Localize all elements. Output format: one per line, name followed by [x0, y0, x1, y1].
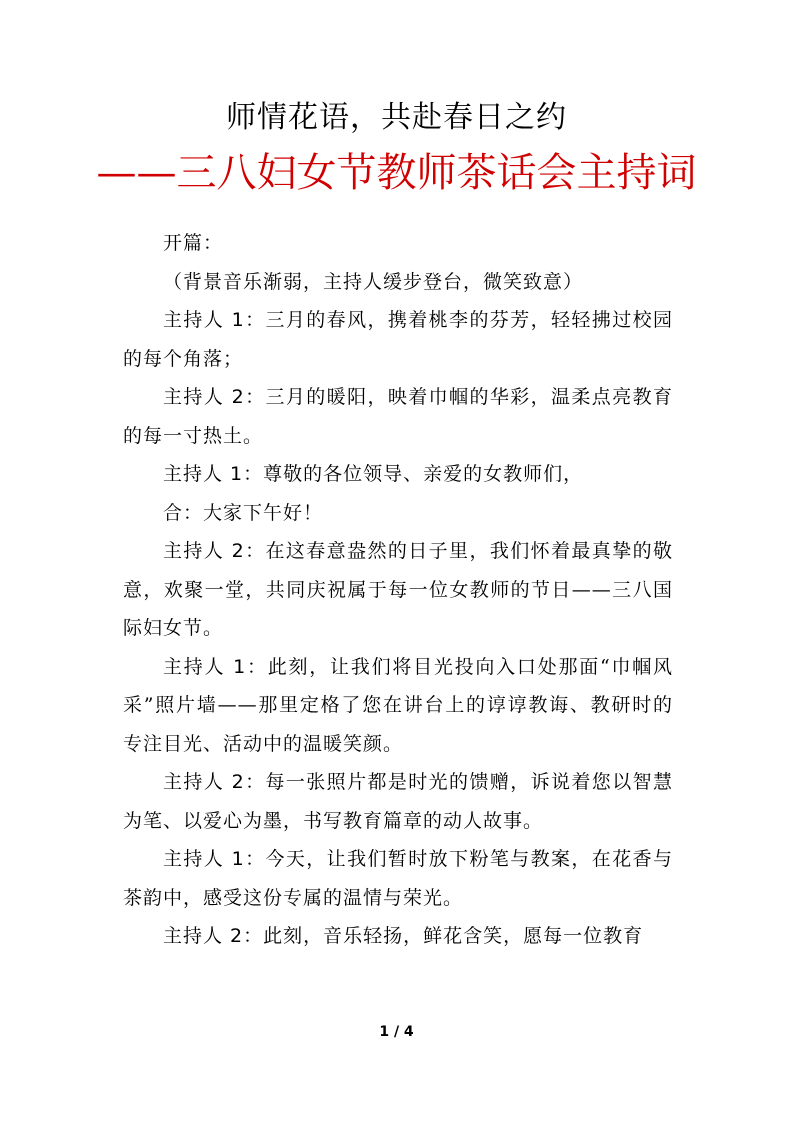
paragraph-text: 此刻，音乐轻扬，鲜花含笑，愿每一位教育 [263, 925, 644, 947]
paragraph-text: 今天，让我们暂时放下粉笔与教案，在花香与茶韵中，感受这份专属的温情与荣光。 [123, 848, 673, 909]
speaker-label: 主持人 1： [163, 309, 266, 331]
paragraph-text: 三月的春风，携着桃李的芬芳，轻轻拂过校园的每个角落； [123, 309, 673, 370]
speaker-label: 合： [163, 501, 204, 524]
paragraph-text: 在这春意盎然的日子里，我们怀着最真挚的敬意，欢聚一堂，共同庆祝属于每一位女教师的节日——三八国际妇女节。 [123, 540, 673, 639]
paragraph [123, 917, 673, 956]
speaker-label: 主持人 1： [163, 848, 266, 870]
paragraph-text: 大家下午好！ [203, 501, 324, 524]
paragraph-text: 每一张照片都是时光的馈赠，诉说着您以智慧为笔、以爱心为墨，书写教育篇章的动人故事。 [123, 771, 673, 832]
paragraph [123, 840, 673, 917]
speaker-label: 主持人 2： [163, 925, 264, 947]
document-body [123, 224, 673, 956]
speaker-label: 主持人 1： [163, 655, 268, 678]
paragraph-stage-direction [123, 263, 673, 302]
paragraph [123, 301, 673, 378]
page-indicator: 1 / 4 [379, 1024, 414, 1040]
speaker-label: 主持人 2： [163, 540, 266, 562]
speaker-label: 主持人 1： [163, 463, 264, 485]
paragraph [123, 648, 673, 764]
paragraph-text: 尊敬的各位领导、亲爱的女教师们， [263, 463, 584, 485]
paragraph-text: （背景音乐渐弱，主持人缓步登台，微笑致意） [163, 270, 584, 293]
paragraph [123, 455, 673, 494]
paragraph-opening [123, 224, 673, 263]
speaker-label: 开篇： [163, 232, 224, 254]
speaker-label: 主持人 2： [163, 771, 266, 793]
paragraph [123, 532, 673, 648]
paragraph [123, 494, 673, 533]
paragraph-text: 三月的暖阳，映着巾帼的华彩，温柔点亮教育的每一寸热土。 [123, 386, 673, 447]
paragraph-text: 此刻，让我们将目光投向入口处那面“巾帼风采”照片墙——那里定格了您在讲台上的谆谆教诲、教研时的专注目光、活动中的温暖笑颜。 [123, 655, 673, 755]
paragraph [123, 378, 673, 455]
document-subtitle: ——三八妇女节教师茶话会主持词 [96, 150, 697, 196]
paragraph [123, 763, 673, 840]
document-title: 师情花语，共赴春日之约 [226, 100, 567, 135]
speaker-label: 主持人 2： [163, 386, 266, 408]
